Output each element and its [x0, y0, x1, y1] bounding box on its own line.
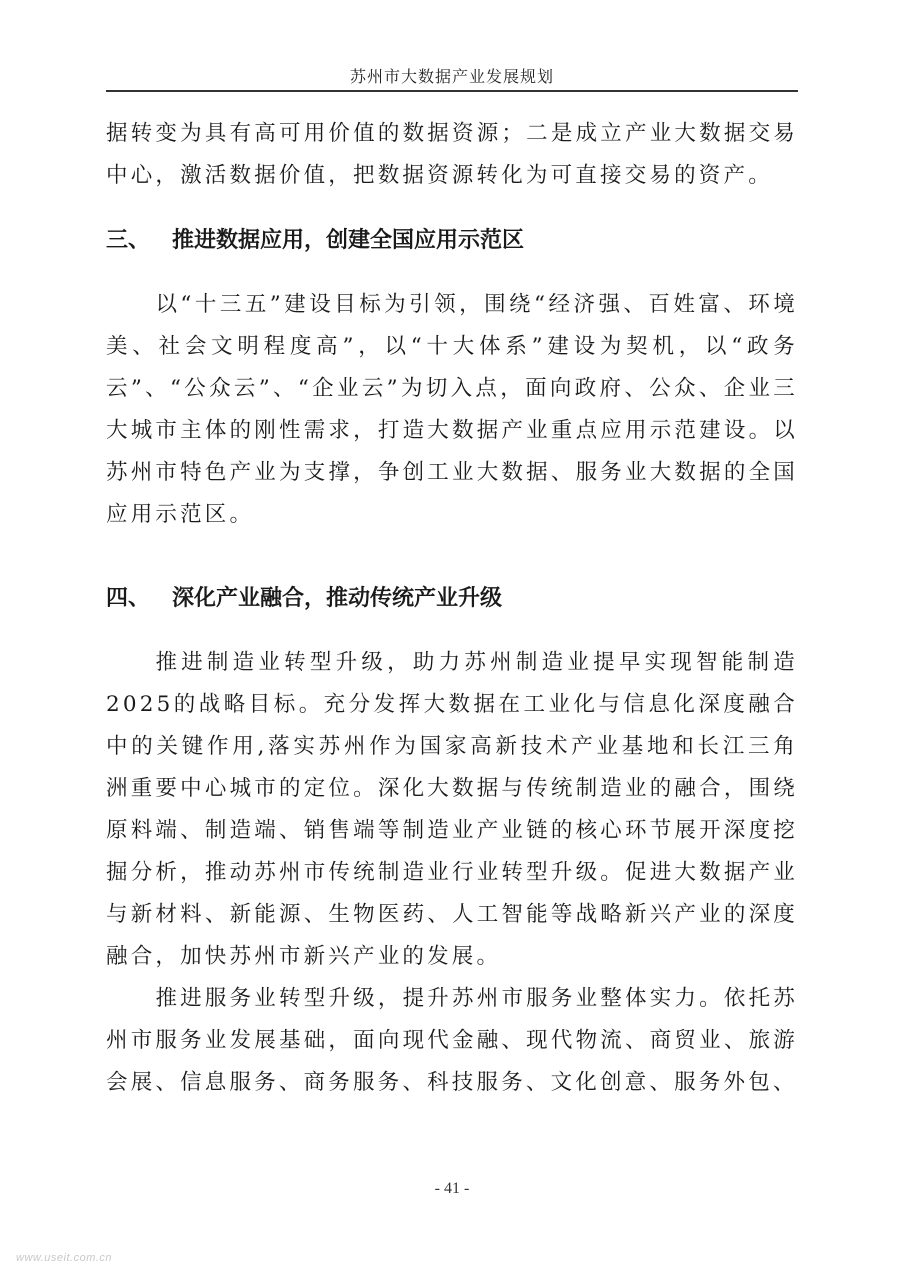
- paragraph: 据转变为具有高可用价值的数据资源；二是成立产业大数据交易中心，激活数据价值，把数据资源转化为可直接交易的资产。: [106, 121, 798, 188]
- section-heading-4: [106, 578, 798, 620]
- body-block-section-3: [106, 284, 798, 536]
- body-block-section-4: [106, 642, 798, 1104]
- page-number: - 41 -: [434, 1180, 470, 1197]
- section-number: 四、: [106, 586, 151, 611]
- section-heading-3: [106, 220, 798, 262]
- watermark: www.useit.com.cn: [16, 1252, 113, 1264]
- paragraph: 推进服务业转型升级，提升苏州市服务业整体实力。依托苏州市服务业发展基础，面向现代金融、现代物流、商贸业、旅游会展、信息服务、商务服务、科技服务、文化创意、服务外包、: [106, 986, 798, 1095]
- section-title: 推进数据应用，创建全国应用示范区: [172, 228, 525, 253]
- section-number: 三、: [106, 228, 151, 253]
- section-title: 深化产业融合，推动传统产业升级: [172, 586, 503, 611]
- header-rule: [106, 90, 798, 92]
- paragraph: 以“十三五”建设目标为引领，围绕“经济强、百姓富、环境美、社会文明程度高”，以“十大体系”建设为契机，以“政务云”、“公众云”、“企业云”为切入点，面向政府、公众、企业三大城市主体的刚性需求，打造大数据产业重点应用示范建设。以苏州市特色产业为支撑，争创工业大数据、服务业大数据的全国应用示范区。: [106, 292, 798, 527]
- paragraph: 推进制造业转型升级，助力苏州制造业提早实现智能制造2025的战略目标。充分发挥大数据在工业化与信息化深度融合中的关键作用,落实苏州作为国家高新技术产业基地和长江三角洲重要中心城市的定位。深化大数据与传统制造业的融合，围绕原料端、制造端、销售端等制造业产业链的核心环节展开深度挖掘分析，推动苏州市传统制造业行业转型升级。促进大数据产业与新材料、新能源、生物医药、人工智能等战略新兴产业的深度融合，加快苏州市新兴产业的发展。: [106, 650, 798, 969]
- running-header: 苏州市大数据产业发展规划: [349, 67, 554, 86]
- body-block-continuation: [106, 113, 798, 197]
